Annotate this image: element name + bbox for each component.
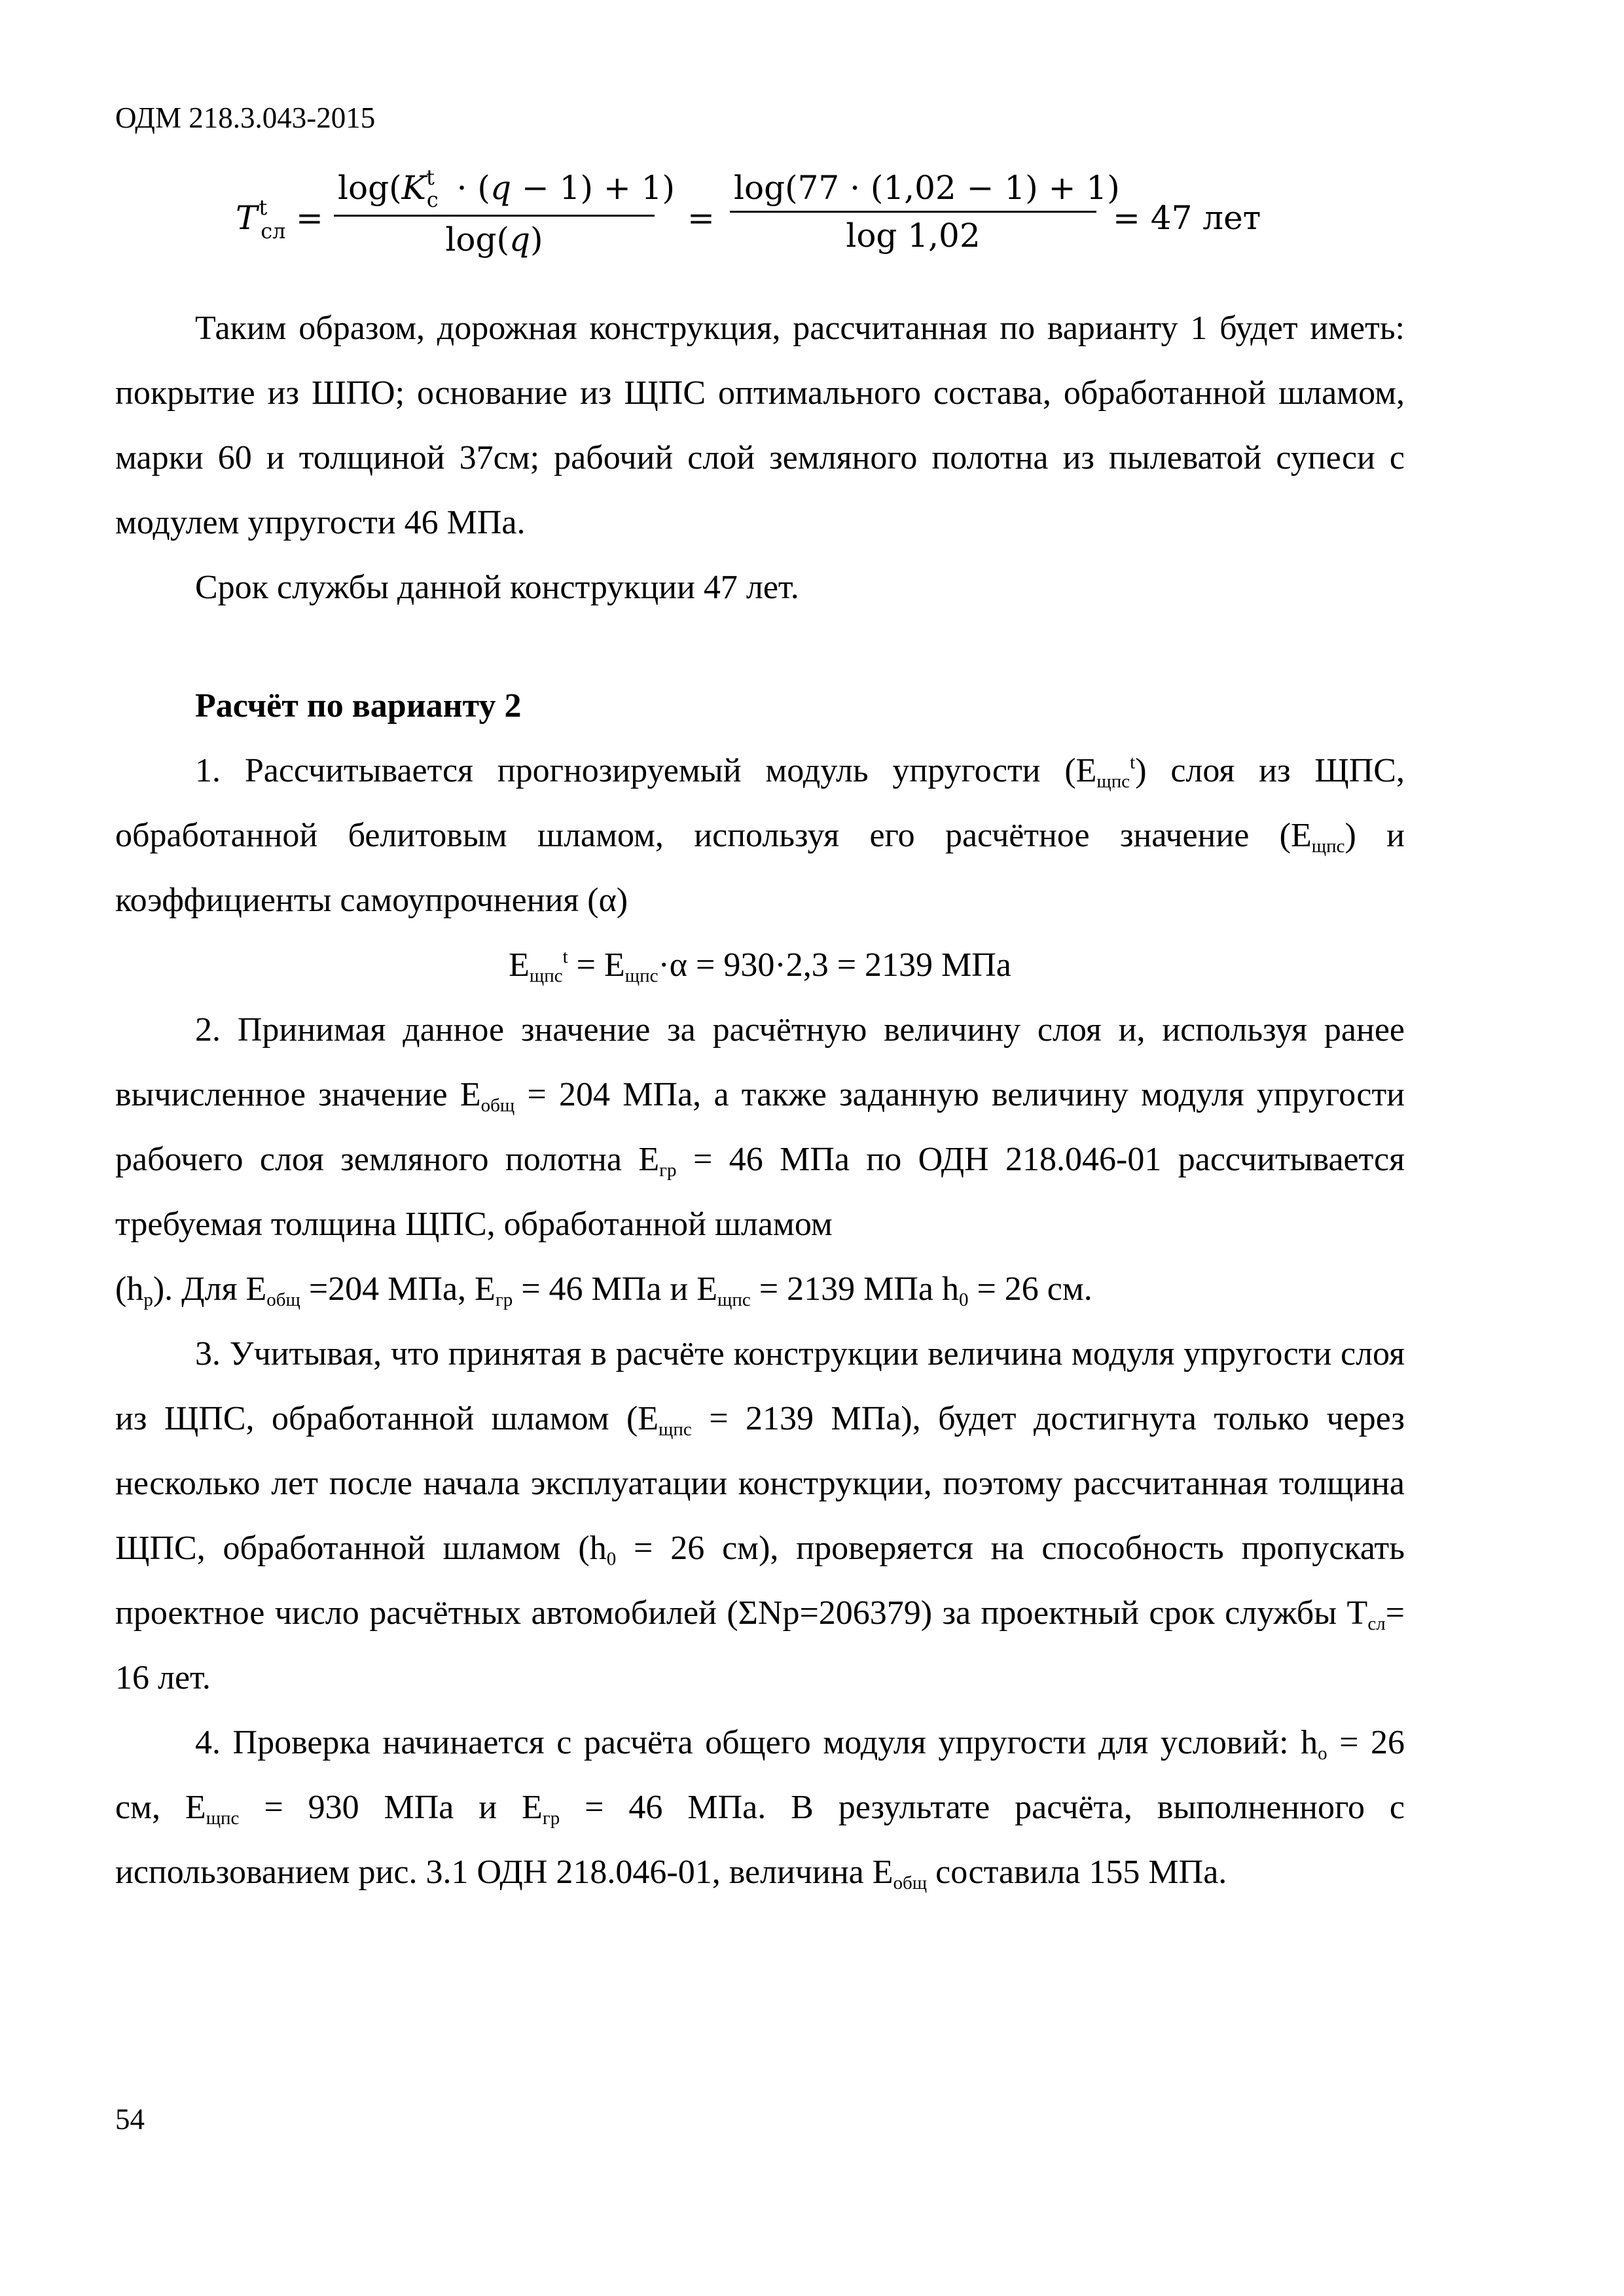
page-number: 54: [115, 2103, 145, 2136]
paragraph-step-1: 1. Рассчитывается прогнозируемый модуль упругости $(Е_{щпс}^t)$ слоя из ЩПС, обработанной белитовым шламом, используя его расчётное значение $(Е_{щпс})$ и коэффициенты самоупрочнения (α): [115, 752, 1405, 919]
paragraph-service-life: Срок службы данной конструкции 47 лет.: [195, 569, 799, 606]
document-code: ОДМ 218.3.043-2015: [115, 101, 376, 134]
equals-sign-1: =: [296, 199, 323, 237]
fraction-numeric-numerator: log(77 · (1,02 − 1) + 1): [734, 169, 1120, 207]
paragraph-step-3: 3. Учитывая, что принятая в расчёте конструкции величина модуля упругости слоя из ЩПС, обработанной шламом ($Е_{щпс} = 2139$ МПа), будет достигнута только через несколько лет после начала эксплуатации конструкции, поэтому рассчитанная толщина ЩПС, обработанной шламом ($h_0 = 26$ см), проверяется на способность пропускать проектное число расчётных автомобилей (ΣNр=206379) за проектный срок службы $Т_{сл}= 16$ лет.: [115, 1335, 1405, 1696]
equals-sign-2: =: [687, 199, 715, 237]
formula-result: = 47 лет: [1113, 199, 1261, 237]
paragraph-step-2: 2. Принимая данное значение за расчётную величину слоя и, используя ранее вычисленное значение $Е_{общ} = 204$ МПа, а также заданную величину модуля упругости рабочего слоя земляного полотна $Е_{гр} = 46$ МПа по ОДН 218.046-01 рассчитывается требуемая толщина ЩПС, обработанной шламом $(h_р)$. Для $Е_{общ} =204$ МПа, $Е_{гр} = 46$ МПа и $Е_{щпс} = 2139$ МПа $h_0 = 26$ см.: [115, 1011, 1405, 1310]
formula-modulus: $Е_{щпс}^t = Е_{щпс}\cdot\alpha = 930\cdot 2,3 = 2139$ МПа: [509, 946, 1011, 986]
paragraph-conclusion-variant-1: Таким образом, дорожная конструкция, рассчитанная по варианту 1 будет иметь: покрытие из ШПО; основание из ЩПС оптимального состава, обработанной шламом, марки 60 и толщиной 37см; рабочий слой земляного полотна из пылеватой супеси с модулем упругости 46 МПа.: [115, 310, 1405, 541]
section-heading-variant-2: Расчёт по варианту 2: [195, 687, 522, 725]
body-text: [115, 296, 1405, 1905]
fraction-general: [334, 165, 675, 262]
fraction-general-numerator: log(Ktc · (q − 1) + 1): [338, 165, 675, 212]
service-life-formula: [236, 165, 1348, 283]
fraction-numeric: [730, 165, 1120, 259]
fraction-numeric-denominator: log 1,02: [846, 217, 981, 255]
fraction-general-denominator: log(q): [445, 221, 543, 259]
formula-lhs: Ttсл: [236, 195, 286, 243]
paragraph-step-4: 4. Проверка начинается с расчёта общего модуля упругости для условий: $h_о = 26$ см, $Е_{щпс} = 930$ МПа и $Е_{гр} = 46$ МПа. В результате расчёта, выполненного с использованием рис. 3.1 ОДН 218.046-01, величина $Е_{общ}$ составила 155 МПа.: [115, 1724, 1405, 1893]
